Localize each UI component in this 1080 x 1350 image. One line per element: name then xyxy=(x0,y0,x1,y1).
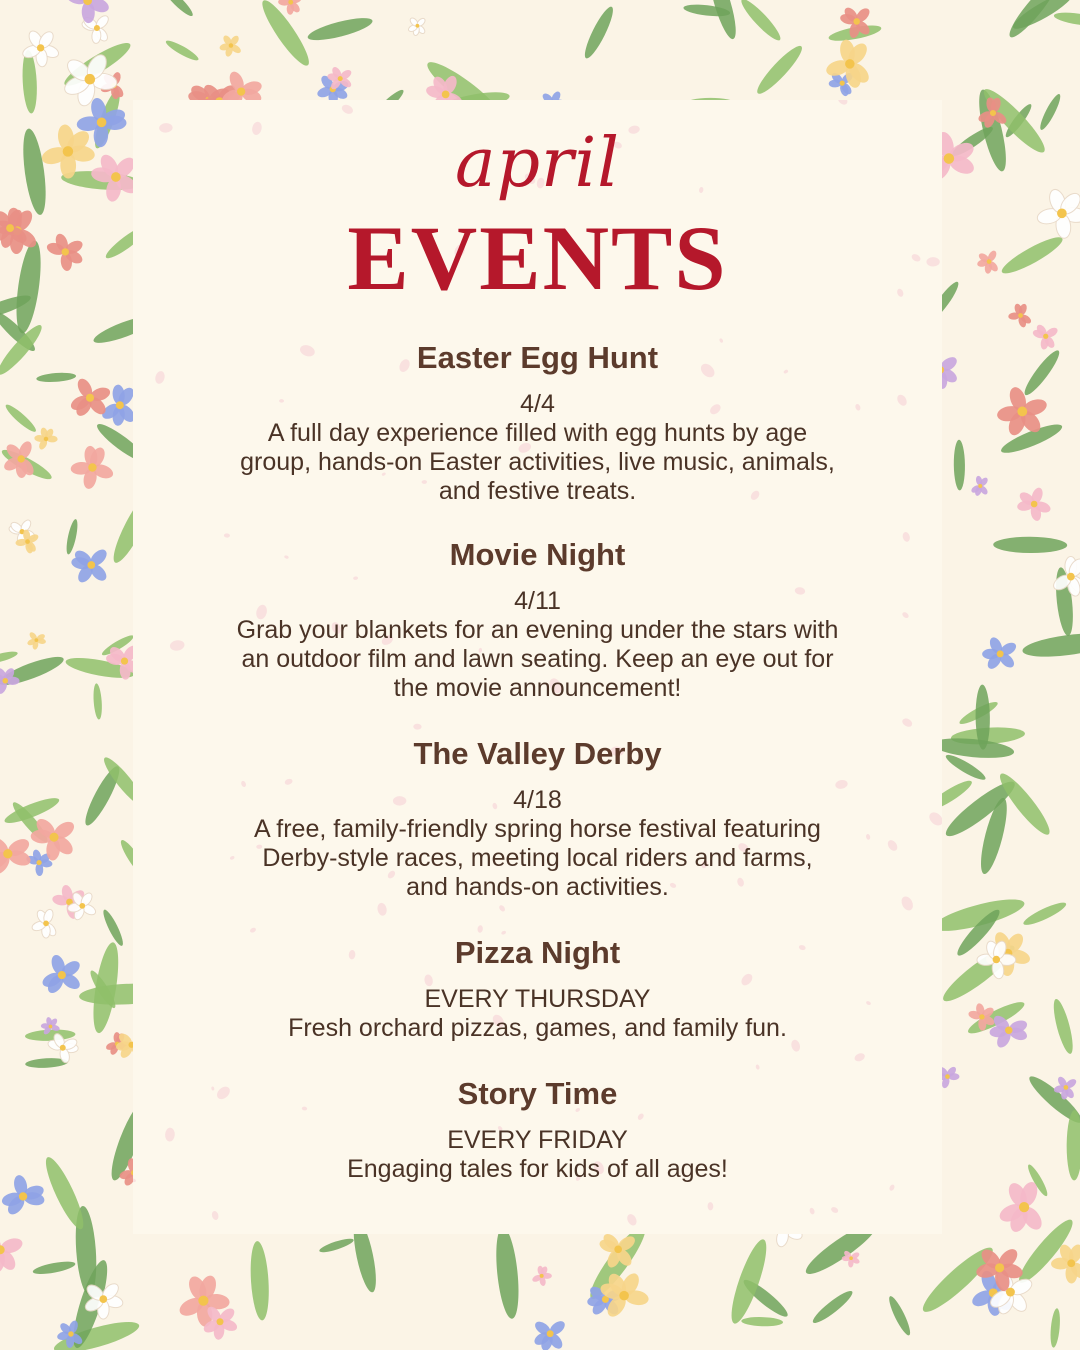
flower-shape xyxy=(0,1174,45,1218)
flower-shape xyxy=(970,475,989,497)
leaf-shape xyxy=(92,683,103,720)
leaf-shape xyxy=(810,1287,856,1326)
confetti-petal xyxy=(211,1210,220,1221)
leaf-shape xyxy=(318,1236,355,1255)
confetti-petal xyxy=(836,100,849,106)
event-title: Pizza Night xyxy=(454,935,621,970)
confetti-petal xyxy=(340,103,354,116)
leaf-shape xyxy=(160,0,196,19)
leaf-shape xyxy=(3,402,39,435)
confetti-petal xyxy=(376,902,387,916)
leaf-shape xyxy=(32,1259,76,1276)
leaf-shape xyxy=(1037,92,1063,132)
event-story-time xyxy=(133,1076,942,1184)
leaf-shape xyxy=(1066,1110,1080,1180)
confetti-petal xyxy=(901,717,914,729)
leaf-shape xyxy=(40,1154,90,1233)
flower-shape xyxy=(45,232,84,271)
event-description: A free, family-friendly spring horse festival featuring Derby-style races, meeting local riders and farms, and hands-on activities. xyxy=(254,815,821,901)
leaf-shape xyxy=(753,42,807,99)
confetti-petal xyxy=(413,724,422,730)
event-movie-night xyxy=(133,537,942,703)
event-description: Grab your blankets for an evening under the stars with an outdoor film and lawn seating. Keep an eye out for the movie announcement! xyxy=(236,616,839,702)
leaf-shape xyxy=(1049,1308,1061,1348)
flower-shape xyxy=(219,34,242,58)
event-title: Story Time xyxy=(457,1076,618,1111)
leaf-shape xyxy=(1021,629,1080,661)
events-card xyxy=(133,100,942,1234)
event-date: 4/18 xyxy=(513,786,562,814)
flower-shape xyxy=(0,834,33,878)
leaf-shape xyxy=(64,518,79,555)
confetti-petal xyxy=(888,1184,895,1192)
leaf-shape xyxy=(580,4,617,61)
flower-shape xyxy=(0,1229,24,1274)
confetti-petal xyxy=(809,1207,816,1215)
flower-shape xyxy=(2,439,37,478)
event-title: Movie Night xyxy=(449,537,626,572)
leaf-shape xyxy=(998,232,1066,279)
title-script: april xyxy=(454,124,621,203)
flower-shape xyxy=(1032,323,1059,350)
leaf-shape xyxy=(737,0,784,44)
event-schedule: EVERY FRIDAY xyxy=(447,1126,628,1154)
confetti-petal xyxy=(830,1206,839,1214)
leaf-shape xyxy=(741,1316,783,1327)
title-main: EVENTS xyxy=(347,207,728,309)
leaf-shape xyxy=(1050,997,1077,1055)
flower-shape xyxy=(34,427,58,451)
leaf-shape xyxy=(100,908,126,948)
event-description: Fresh orchard pizzas, games, and family fun. xyxy=(288,1014,787,1042)
flower-shape xyxy=(40,953,82,996)
flower-shape xyxy=(70,445,115,490)
flower-shape xyxy=(1016,486,1052,522)
flower-shape xyxy=(1036,187,1080,239)
flower-shape xyxy=(1008,303,1033,329)
leaf-shape xyxy=(1020,347,1063,398)
leaf-shape xyxy=(993,536,1067,553)
leaf-shape xyxy=(164,38,200,63)
flower-shape xyxy=(278,0,304,15)
confetti-petal xyxy=(625,1213,638,1228)
leaf-shape xyxy=(36,372,76,384)
flower-shape xyxy=(31,908,58,938)
leaf-shape xyxy=(21,50,38,114)
flower-shape xyxy=(532,1318,567,1350)
confetti-petal xyxy=(498,904,506,912)
leaf-shape xyxy=(19,127,50,216)
leaf-shape xyxy=(306,14,374,45)
event-description: A full day experience filled with egg hunts by age group, hands-on Easter activities, live music, animals, and festive treats. xyxy=(240,419,835,505)
leaf-shape xyxy=(249,1241,271,1321)
leaf-shape xyxy=(256,0,315,70)
event-date: 4/4 xyxy=(520,390,555,418)
leaf-shape xyxy=(1053,10,1080,28)
event-pizza-night xyxy=(133,935,942,1043)
event-valley-derby xyxy=(133,736,942,902)
event-description: Engaging tales for kids of all ages! xyxy=(347,1155,728,1183)
leaf-shape xyxy=(725,1236,773,1326)
leaf-shape xyxy=(0,649,19,666)
event-title: Easter Egg Hunt xyxy=(416,340,659,375)
confetti-petal xyxy=(249,927,256,934)
flower-shape xyxy=(70,547,109,585)
flower-shape xyxy=(531,1265,552,1286)
flower-shape xyxy=(407,17,426,37)
event-date: 4/11 xyxy=(514,587,561,615)
flower-shape xyxy=(40,124,96,179)
event-schedule: EVERY THURSDAY xyxy=(424,985,651,1013)
event-title: The Valley Derby xyxy=(413,736,662,771)
confetti-petal xyxy=(707,1202,713,1210)
flower-shape xyxy=(982,635,1018,671)
leaf-shape xyxy=(886,1294,914,1337)
leaf-shape xyxy=(493,1226,522,1319)
confetti-petal xyxy=(477,925,483,933)
leaf-shape xyxy=(953,440,965,491)
flower-shape xyxy=(976,249,999,274)
confetti-petal xyxy=(853,1052,866,1063)
flower-shape xyxy=(26,631,46,650)
leaf-shape xyxy=(1021,899,1068,929)
confetti-petal xyxy=(755,1064,760,1070)
event-easter-egg-hunt xyxy=(133,340,942,506)
